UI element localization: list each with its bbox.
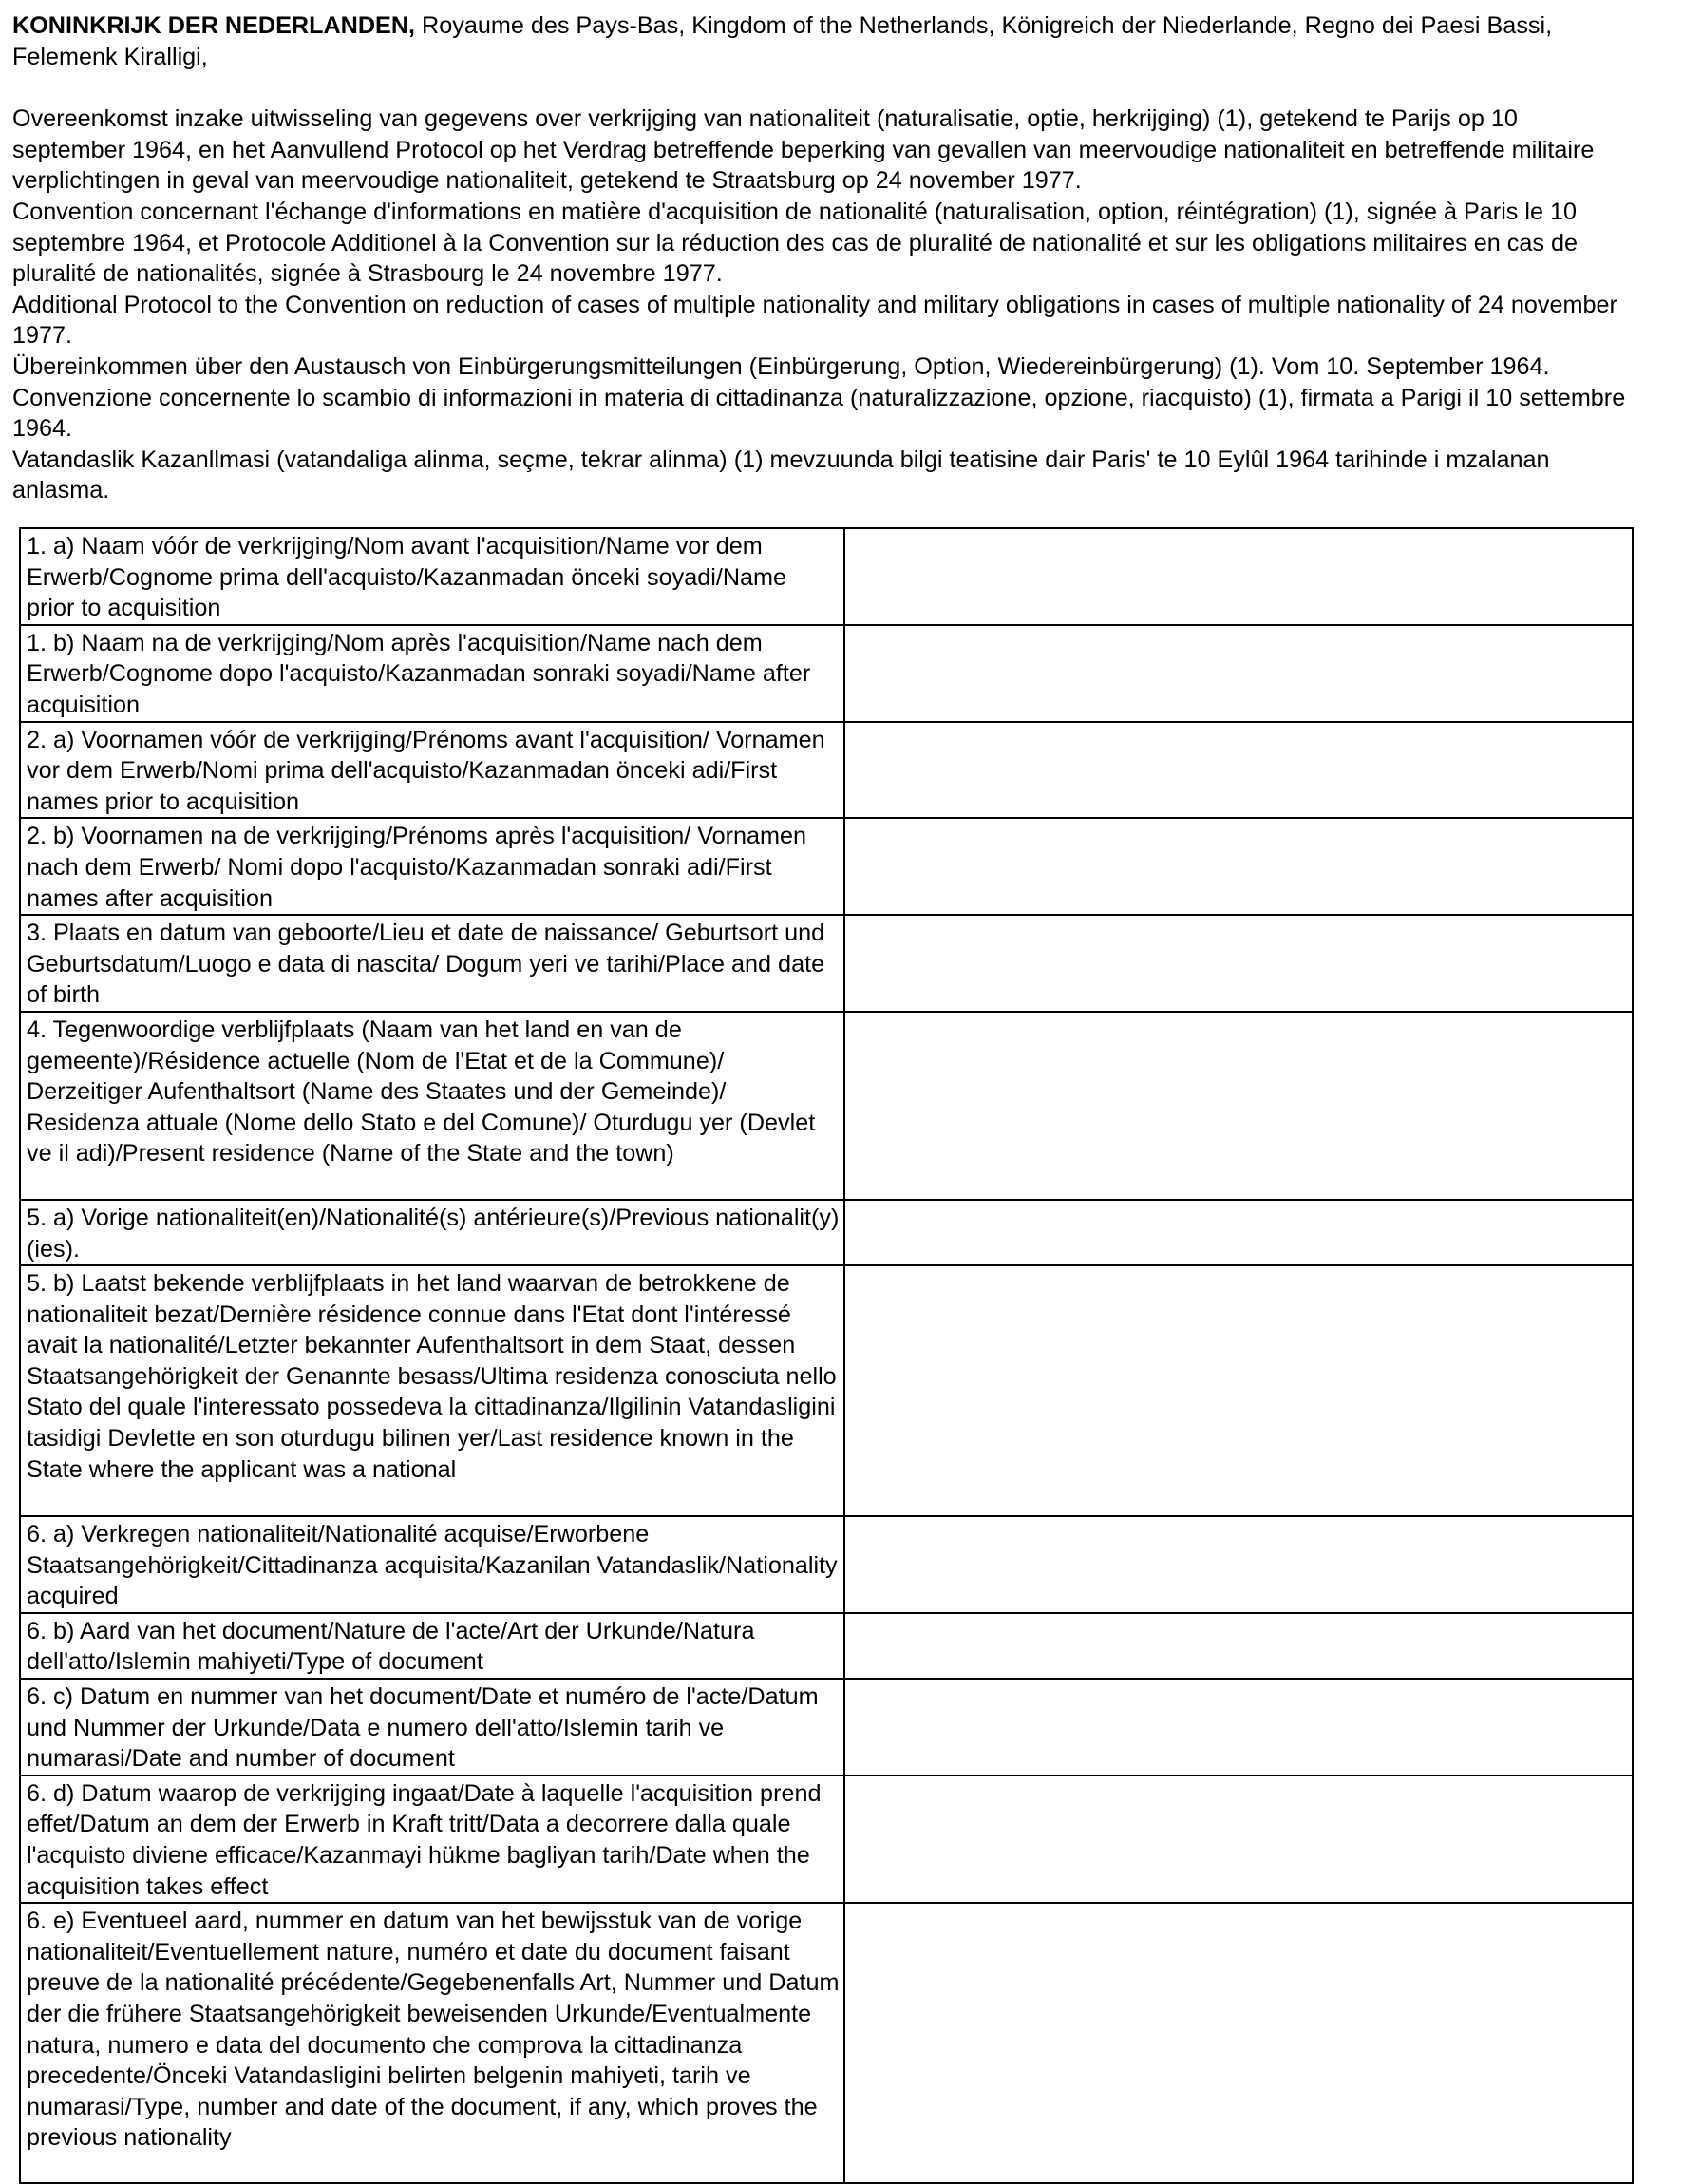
field-label-last-residence: 5. b) Laatst bekende verblijfplaats in het land waarvan de betrokkene de nationaliteit bezat/Dernière résidence connue dans l'Etat dont l'intéressé avait la nationalité/Letzter bekannter Aufenthaltsort in dem Staat, dessen Staatsangehörigkeit der Genannte besass/Ultima residenza conosciuta nello Stato del quale l'interessato possedeva la cittadinanza/Ilgilinin Vatandasligini tasidigi Devlette en son oturdugu bilinen yer/Last residence known in the State where the applicant was a national	[20, 1265, 844, 1516]
field-value-nationality-acquired[interactable]	[844, 1516, 1633, 1613]
convention-text-italian: Convenzione concernente lo scambio di informazioni in materia di cittadinanza (naturalizzazione, opzione, riacquisto) (1), firmata a Parigi il 10 settembre 1964.	[12, 384, 1626, 443]
convention-text-english: Additional Protocol to the Convention on reduction of cases of multiple nationality and military obligations in cases of multiple nationality of 24 november 1977.	[12, 291, 1617, 350]
convention-text-turkish: Vatandaslik Kazanllmasi (vatandaliga alinma, seçme, tekrar alinma) (1) mevzuunda bilgi teatisine dair Paris' te 10 Eylûl 1964 tarihinde i mzalanan anlasma.	[12, 446, 1550, 504]
country-name-translations: Royaume des Pays-Bas, Kingdom of the Netherlands, Königreich der Niederlande, Regno dei Paesi Bassi, Felemenk Kiralligi,	[12, 12, 1553, 70]
form-row-1a	[20, 528, 1633, 625]
form-row-6e	[20, 1903, 1633, 2183]
field-value-document-type[interactable]	[844, 1613, 1633, 1679]
field-label-birth-place-date: 3. Plaats en datum van geboorte/Lieu et date de naissance/ Geburtsort und Geburtsdatum/Luogo e data di nascita/ Dogum yeri ve tarihi/Place and date of birth	[20, 915, 844, 1012]
document-page	[12, 10, 1627, 506]
form-row-5b	[20, 1265, 1633, 1516]
form-row-2a	[20, 722, 1633, 819]
form-row-3	[20, 915, 1633, 1012]
field-value-first-names-prior[interactable]	[844, 722, 1633, 819]
field-value-previous-nationality[interactable]	[844, 1200, 1633, 1265]
field-value-name-after[interactable]	[844, 625, 1633, 722]
field-value-birth-place-date[interactable]	[844, 915, 1633, 1012]
convention-text-german: Übereinkommen über den Austausch von Einbürgerungsmitteilungen (Einbürgerung, Option, Wiedereinbürgerung) (1). Vom 10. September 1964.	[12, 352, 1550, 380]
acquisition-form-table	[19, 527, 1634, 2184]
field-label-name-prior: 1. a) Naam vóór de verkrijging/Nom avant l'acquisition/Name vor dem Erwerb/Cognome prima dell'acquisto/Kazanmadan önceki soyadi/Name prior to acquisition	[20, 528, 844, 625]
field-value-document-date-number[interactable]	[844, 1679, 1633, 1776]
country-header	[12, 10, 1627, 72]
field-label-document-type: 6. b) Aard van het document/Nature de l'acte/Art der Urkunde/Natura dell'atto/Islemin mahiyeti/Type of document	[20, 1613, 844, 1679]
field-label-document-date-number: 6. c) Datum en nummer van het document/Date et numéro de l'acte/Datum und Nummer der Urkunde/Data e numero dell'atto/Islemin tarih ve numarasi/Date and number of document	[20, 1679, 844, 1776]
field-value-first-names-after[interactable]	[844, 818, 1633, 915]
field-label-previous-nationality-proof: 6. e) Eventueel aard, nummer en datum van het bewijsstuk van de vorige nationaliteit/Eventuellement nature, numéro et date du document faisant preuve de la nationalité précédente/Gegebenenfalls Art, Nummer und Datum der die frühere Staatsangehörigkeit beweisenden Urkunde/Eventualmente natura, numero e data del documento che comprova la cittadinanza precedente/Önceki Vatandasligini belirten belgenin mahiyeti, tarih ve numarasi/Type, number and date of the document, if any, which proves the previous nationality	[20, 1903, 844, 2183]
field-label-name-after: 1. b) Naam na de verkrijging/Nom après l'acquisition/Name nach dem Erwerb/Cognome dopo l'acquisto/Kazanmadan sonraki soyadi/Name after acquisition	[20, 625, 844, 722]
field-label-present-residence: 4. Tegenwoordige verblijfplaats (Naam van het land en van de gemeente)/Résidence actuelle (Nom de l'Etat et de la Commune)/ Derzeitiger Aufenthaltsort (Name des Staates und der Gemeinde)/ Residenza attuale (Nome dello Stato e del Comune)/ Oturdugu yer (Devlet ve il adi)/Present residence (Name of the State and the town)	[20, 1012, 844, 1200]
field-label-acquisition-effective-date: 6. d) Datum waarop de verkrijging ingaat/Date à laquelle l'acquisition prend effet/Datum an dem der Erwerb in Kraft tritt/Data a decorrere dalla quale l'acquisto diviene efficace/Kazanmayi hükme bagliyan tarih/Date when the acquisition takes effect	[20, 1776, 844, 1903]
form-row-6a	[20, 1516, 1633, 1613]
document-intro	[12, 10, 1627, 506]
field-value-present-residence[interactable]	[844, 1012, 1633, 1200]
field-value-previous-nationality-proof[interactable]	[844, 1903, 1633, 2183]
form-row-1b	[20, 625, 1633, 722]
field-label-previous-nationality: 5. a) Vorige nationaliteit(en)/Nationalité(s) antérieure(s)/Previous nationalit(y)(ies).	[20, 1200, 844, 1265]
form-row-6d	[20, 1776, 1633, 1903]
form-row-6c	[20, 1679, 1633, 1776]
field-value-name-prior[interactable]	[844, 528, 1633, 625]
field-value-acquisition-effective-date[interactable]	[844, 1776, 1633, 1903]
field-label-nationality-acquired: 6. a) Verkregen nationaliteit/Nationalité acquise/Erworbene Staatsangehörigkeit/Cittadinanza acquisita/Kazanilan Vatandaslik/Nationality acquired	[20, 1516, 844, 1613]
convention-text-french: Convention concernant l'échange d'informations en matière d'acquisition de nationalité (naturalisation, option, réintégration) (1), signée à Paris le 10 septembre 1964, et Protocole Additionel à la Convention sur la réduction des cas de pluralité de nationalité et sur les obligations militaires en cas de pluralité de nationalités, signée à Strasbourg le 24 novembre 1977.	[12, 198, 1578, 288]
form-row-2b	[20, 818, 1633, 915]
form-row-4	[20, 1012, 1633, 1200]
field-label-first-names-prior: 2. a) Voornamen vóór de verkrijging/Prénoms avant l'acquisition/ Vornamen vor dem Erwerb/Nomi prima dell'acquisto/Kazanmadan önceki adi/First names prior to acquisition	[20, 722, 844, 819]
field-value-last-residence[interactable]	[844, 1265, 1633, 1516]
country-name-bold: KONINKRIJK DER NEDERLANDEN,	[12, 12, 416, 39]
convention-text-dutch: Overeenkomst inzake uitwisseling van gegevens over verkrijging van nationaliteit (naturalisatie, optie, herkrijging) (1), getekend te Parijs op 10 september 1964, en het Aanvullend Protocol op het Verdrag betreffende beperking van gevallen van meervoudige nationaliteit en betreffende militaire verplichtingen in geval van meervoudige nationaliteit, getekend te Straatsburg op 24 november 1977.	[12, 105, 1595, 195]
form-row-6b	[20, 1613, 1633, 1679]
form-row-5a	[20, 1200, 1633, 1265]
field-label-first-names-after: 2. b) Voornamen na de verkrijging/Prénoms après l'acquisition/ Vornamen nach dem Erwerb/ Nomi dopo l'acquisto/Kazanmadan sonraki adi/First names after acquisition	[20, 818, 844, 915]
